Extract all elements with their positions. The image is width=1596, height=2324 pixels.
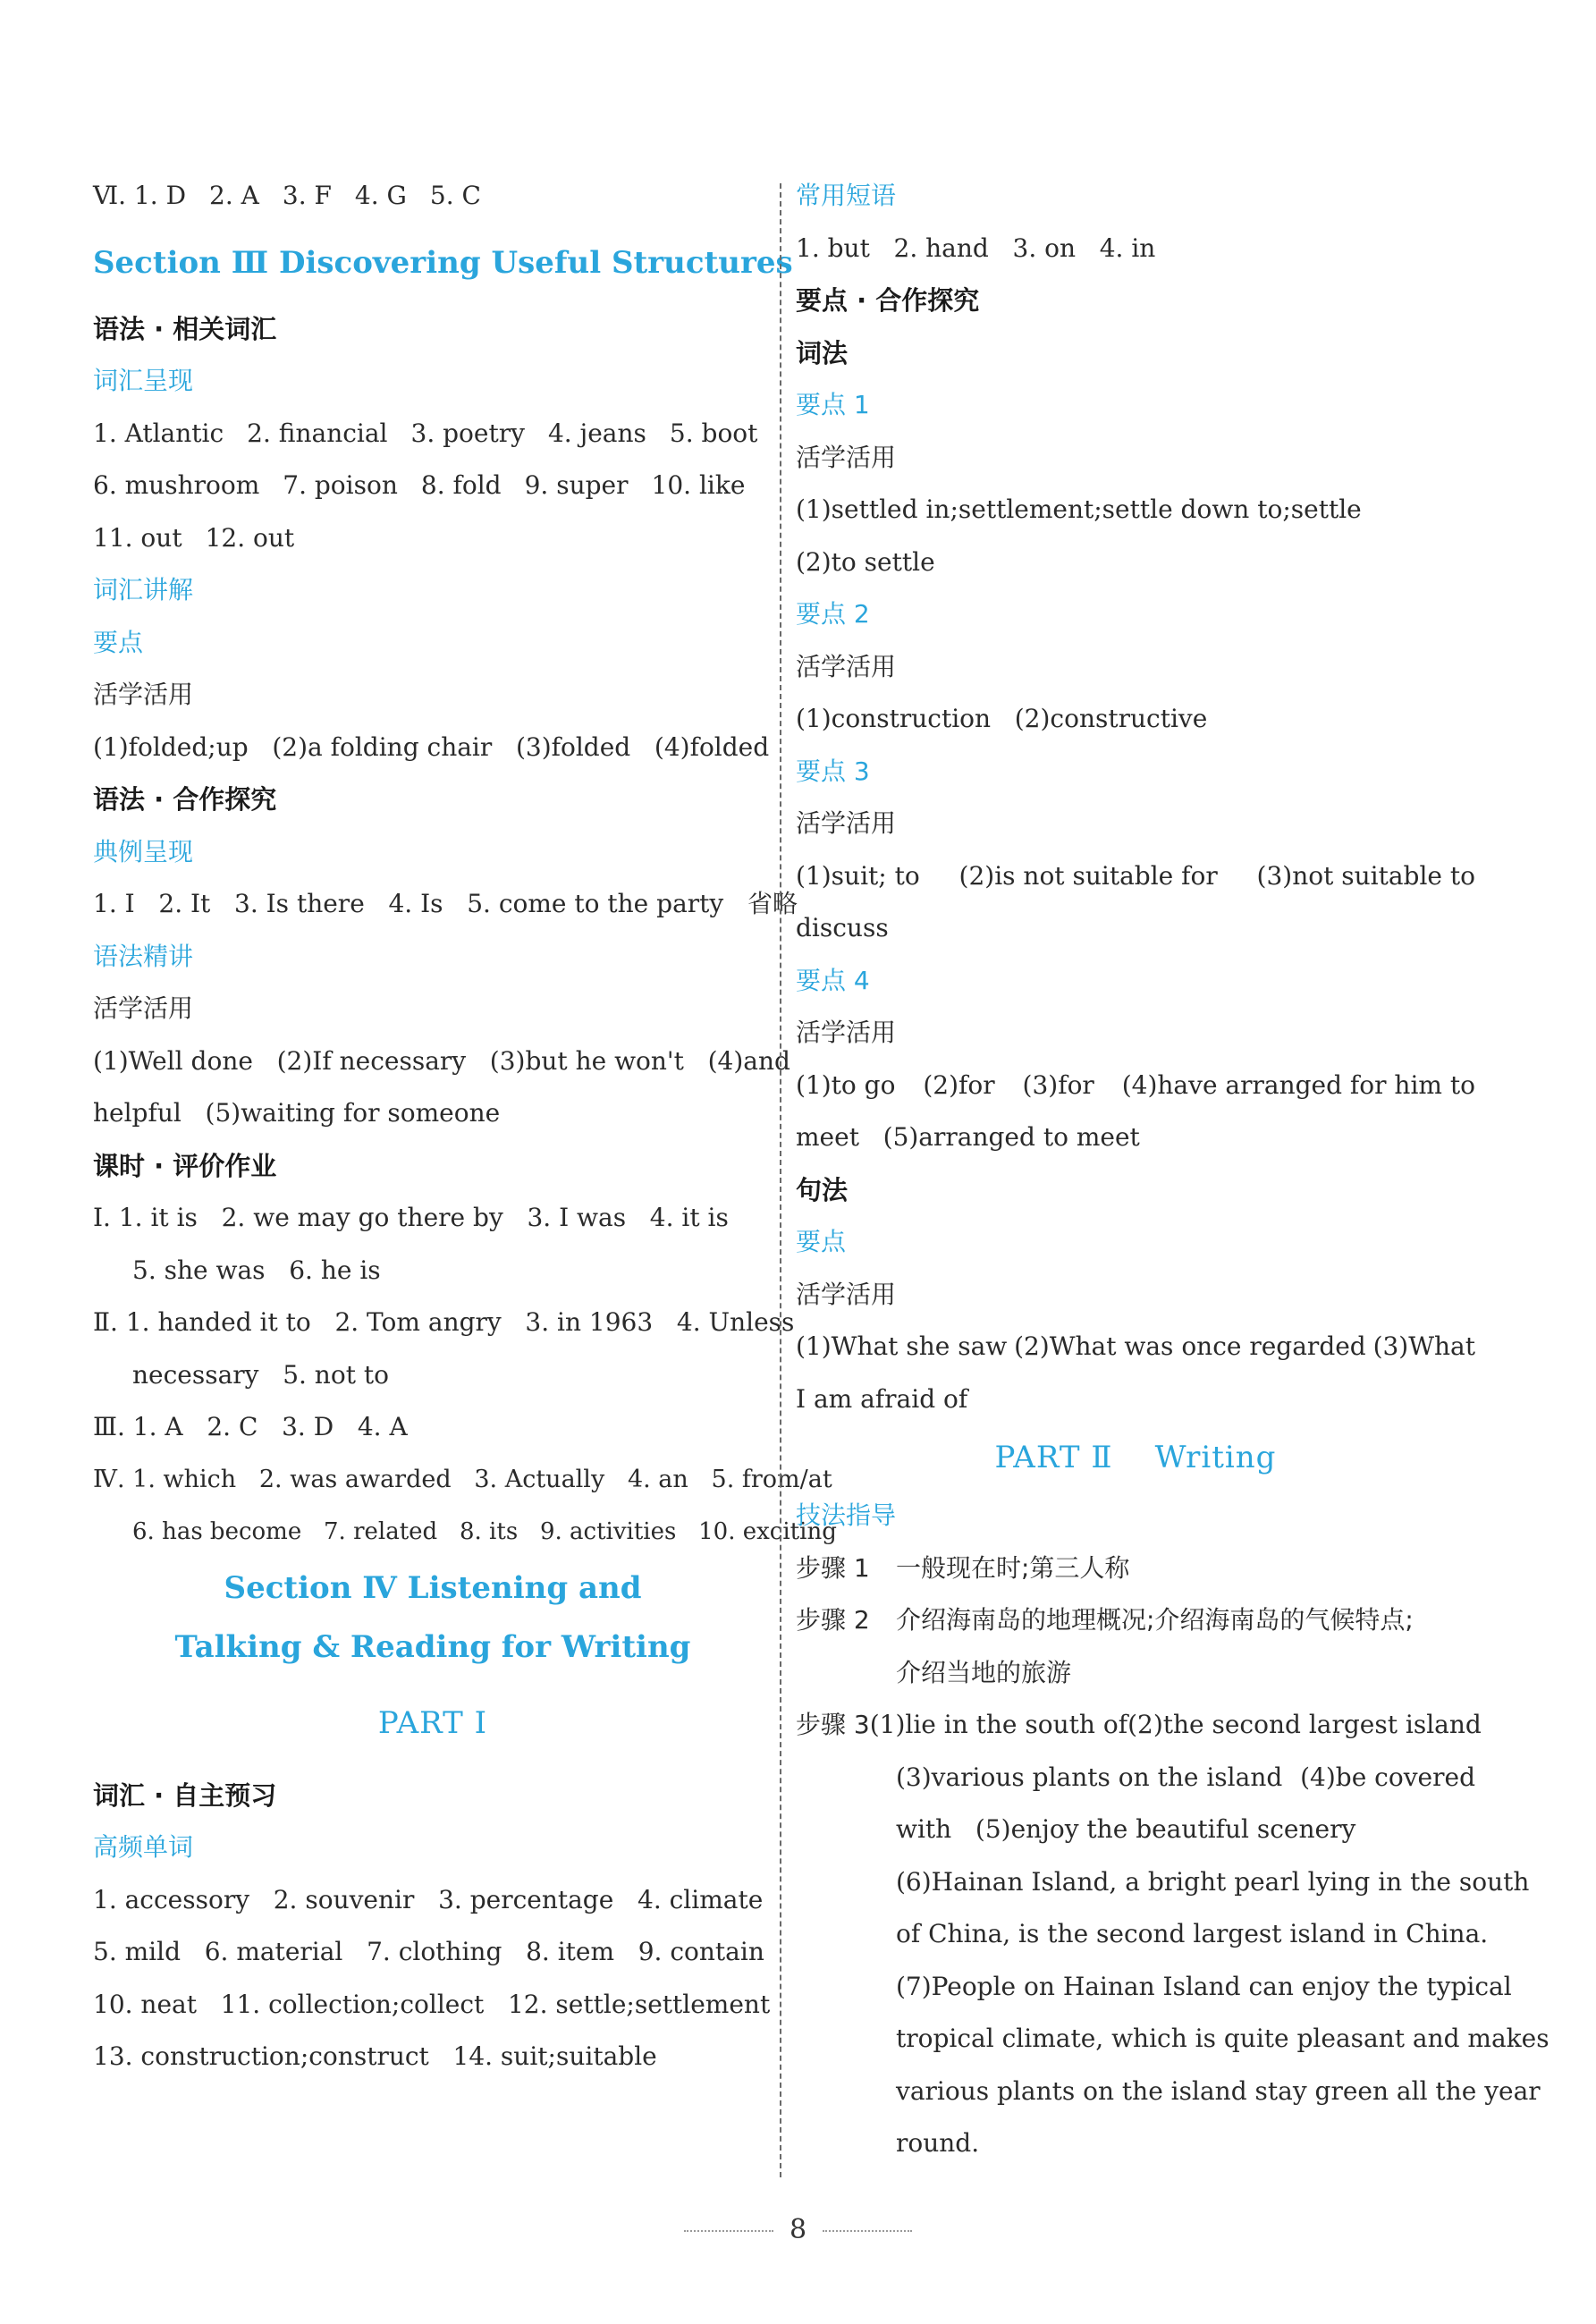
grammar-answers-1: (1)Well done (2)If necessary (3)but he won't (4)and [93, 1045, 790, 1076]
answer: (3)not suitable to [1256, 860, 1475, 891]
label-apply: 活学活用 [796, 1018, 897, 1047]
heading-vocab-self: 词汇 · 自主预习 [93, 1779, 277, 1811]
answer: 5. boot [669, 418, 758, 448]
answer: (1)What she saw [796, 1331, 1008, 1361]
answer-line-VI [93, 170, 773, 223]
part-2-title: PART Ⅱ Writing [994, 1440, 1277, 1475]
homework-I-cont: 5. she was 6. he is [132, 1255, 381, 1285]
subheading-vocab-explain: 词汇讲解 [93, 575, 194, 604]
answer: (3)various plants on the island [896, 1762, 1283, 1792]
page-number: 8 [789, 2214, 807, 2245]
sentence-answer-2: I am afraid of [796, 1383, 968, 1414]
step-3-line [870, 1699, 1482, 1752]
answer: 2. financial [247, 418, 388, 448]
frequent-words-2: 5. mild 6. material 7. clothing 8. item 9. contain [93, 1937, 764, 1966]
step-text: 介绍海南岛的地理概况;介绍海南岛的气候特点; [896, 1605, 1414, 1635]
answer: 2. A [209, 181, 259, 210]
sentence-answer [796, 1321, 1475, 1373]
answer: 3. poetry [410, 418, 525, 448]
homework-III: Ⅲ. 1. A 2. C 3. D 4. A [93, 1412, 408, 1441]
homework-IV-cont: 6. has become 7. related 8. its 9. activities 10. exciting [132, 1518, 837, 1545]
heading-grammar-coop: 语法 · 合作探究 [93, 784, 277, 815]
part-1-title: PART Ⅰ [377, 1704, 488, 1741]
section-4-title-line1: Section Ⅳ Listening and [224, 1569, 642, 1606]
answer: 4. jeans [547, 418, 646, 448]
answer: (2)What was once regarded [1014, 1331, 1366, 1361]
homework-II-cont: necessary 5. not to [132, 1359, 389, 1390]
footer-ornament [684, 2230, 773, 2232]
label-apply: 活学活用 [796, 651, 897, 681]
answer: 1. I 2. It 3. Is there 4. Is 5. come to the party [93, 889, 724, 918]
step-3-line-2 [796, 1752, 1475, 1804]
heading-jufa: 句法 [796, 1174, 849, 1205]
step-3 [796, 1699, 1482, 1752]
answer: (3)for [1022, 1069, 1094, 1100]
step-text: 一般现在时;第三人称 [896, 1552, 1130, 1583]
step-1 [796, 1542, 1475, 1595]
answer: 1. Atlantic [93, 418, 224, 448]
key-point-2-answer: (1)construction (2)constructive [796, 704, 1208, 733]
step-2 [796, 1594, 1475, 1647]
answer: Ⅵ. 1. D [93, 181, 187, 210]
subheading-vocab: 词汇呈现 [93, 366, 194, 395]
answer: (2)is not suitable for [958, 860, 1218, 891]
homework-II: Ⅱ. 1. handed it to 2. Tom angry 3. in 1963 4. Unless [93, 1307, 795, 1337]
step-label: 步骤 2 [796, 1605, 870, 1635]
vocab-line-3 [93, 512, 773, 565]
subheading-examples: 典例呈现 [93, 836, 194, 866]
answer: (1)lie in the south of [869, 1710, 1128, 1739]
heading-key-coop: 要点 · 合作探究 [796, 285, 980, 316]
vocab-line-2 [93, 460, 773, 512]
answer: (3)What [1372, 1331, 1475, 1361]
answer: 6. mushroom [93, 470, 260, 500]
key-point-1-answer: (1)settled in;settlement;settle down to;settle [796, 494, 1362, 524]
column-divider [780, 183, 781, 2177]
step-3-line-4: (6)Hainan Island, a bright pearl lying in the south [896, 1866, 1530, 1897]
key-point-3-answer [796, 850, 1475, 903]
key-point-sentence: 要点 [796, 1227, 847, 1256]
subheading-phrases: 常用短语 [796, 181, 897, 210]
heading-grammar-vocab: 语法 · 相关词汇 [93, 313, 277, 344]
answer: 9. super [524, 470, 629, 500]
key-point-4-answer-2: meet (5)arranged to meet [796, 1122, 1140, 1152]
subheading-point: 要点 [93, 627, 144, 657]
answer: 8. fold [420, 470, 502, 500]
answer: 4. G [354, 181, 407, 210]
step-3-line-7: tropical climate, which is quite pleasant and makes [896, 2024, 1550, 2053]
key-point-3-answer-2: discuss [796, 913, 889, 942]
answer: (2)the second largest island [1127, 1710, 1482, 1739]
frequent-words-4: 13. construction;construct 14. suit;suitable [93, 2041, 657, 2071]
answer: 11. out [93, 522, 182, 553]
label-apply: 活学活用 [796, 1279, 897, 1309]
subheading-grammar-detail: 语法精讲 [93, 941, 194, 971]
section-3-title: Section Ⅲ Discovering Useful Structures [93, 244, 793, 281]
label-apply: 活学活用 [796, 808, 897, 838]
vocab-line-1 [93, 408, 773, 461]
key-point-3: 要点 3 [796, 756, 870, 786]
grammar-answers-2: helpful (5)waiting for someone [93, 1098, 501, 1128]
page-footer [0, 2214, 1596, 2245]
answer: 12. out [205, 522, 295, 553]
step-label: 步骤 1 [796, 1552, 870, 1583]
step-label: 步骤 3 [796, 1710, 870, 1739]
answer: (4)be covered [1300, 1762, 1475, 1792]
answer: (4)have arranged for him to [1121, 1069, 1475, 1100]
subheading-skills: 技法指导 [796, 1500, 897, 1530]
frequent-words-3: 10. neat 11. collection;collect 12. settle;settlement [93, 1989, 771, 2019]
answer: 10. like [651, 470, 746, 500]
step-2-cont: 介绍当地的旅游 [896, 1657, 1072, 1687]
key-point-1-answer-2: (2)to settle [796, 546, 935, 577]
homework-I: Ⅰ. 1. it is 2. we may go there by 3. I was 4. it is [93, 1203, 729, 1232]
label-apply: 活学活用 [93, 993, 194, 1023]
step-3-line-8: various plants on the island stay green all the year [896, 2075, 1541, 2106]
step-3-line-6: (7)People on Hainan Island can enjoy the typical [896, 1971, 1512, 2001]
step-3-line-9: round. [896, 2128, 980, 2158]
answer-omit: 省略 [747, 889, 798, 918]
answer: 7. poison [283, 470, 398, 500]
key-point-1: 要点 1 [796, 390, 870, 419]
answer: 5. C [429, 181, 481, 210]
key-point-2: 要点 2 [796, 599, 870, 629]
key-point-4-answer [796, 1060, 1475, 1112]
right-column [796, 170, 1550, 2170]
key-point-4: 要点 4 [796, 965, 870, 995]
heading-homework: 课时 · 评价作业 [93, 1150, 277, 1181]
homework-IV: Ⅳ. 1. which 2. was awarded 3. Actually 4. an 5. from/at [93, 1465, 832, 1493]
step-3-line-3: with (5)enjoy the beautiful scenery [896, 1814, 1356, 1844]
heading-cifa: 词法 [796, 337, 849, 368]
answer: (1)to go [796, 1069, 896, 1100]
step-3-line-5: of China, is the second largest island in China. [896, 1919, 1489, 1948]
phrase-answers: 1. but 2. hand 3. on 4. in [796, 232, 1156, 263]
fold-answers: (1)folded;up (2)a folding chair (3)folded (4)folded [93, 731, 770, 762]
example-answers [93, 878, 798, 931]
label-apply: 活学活用 [93, 680, 194, 709]
section-4-title-line2: Talking & Reading for Writing [174, 1628, 691, 1665]
footer-ornament [823, 2230, 912, 2232]
answer: 3. F [282, 181, 332, 210]
frequent-words-1: 1. accessory 2. souvenir 3. percentage 4. climate [93, 1884, 764, 1914]
subheading-frequent-words: 高频单词 [93, 1832, 194, 1862]
label-apply: 活学活用 [796, 442, 897, 472]
answer: (2)for [923, 1069, 995, 1100]
answer: (1)suit; to [796, 860, 920, 891]
